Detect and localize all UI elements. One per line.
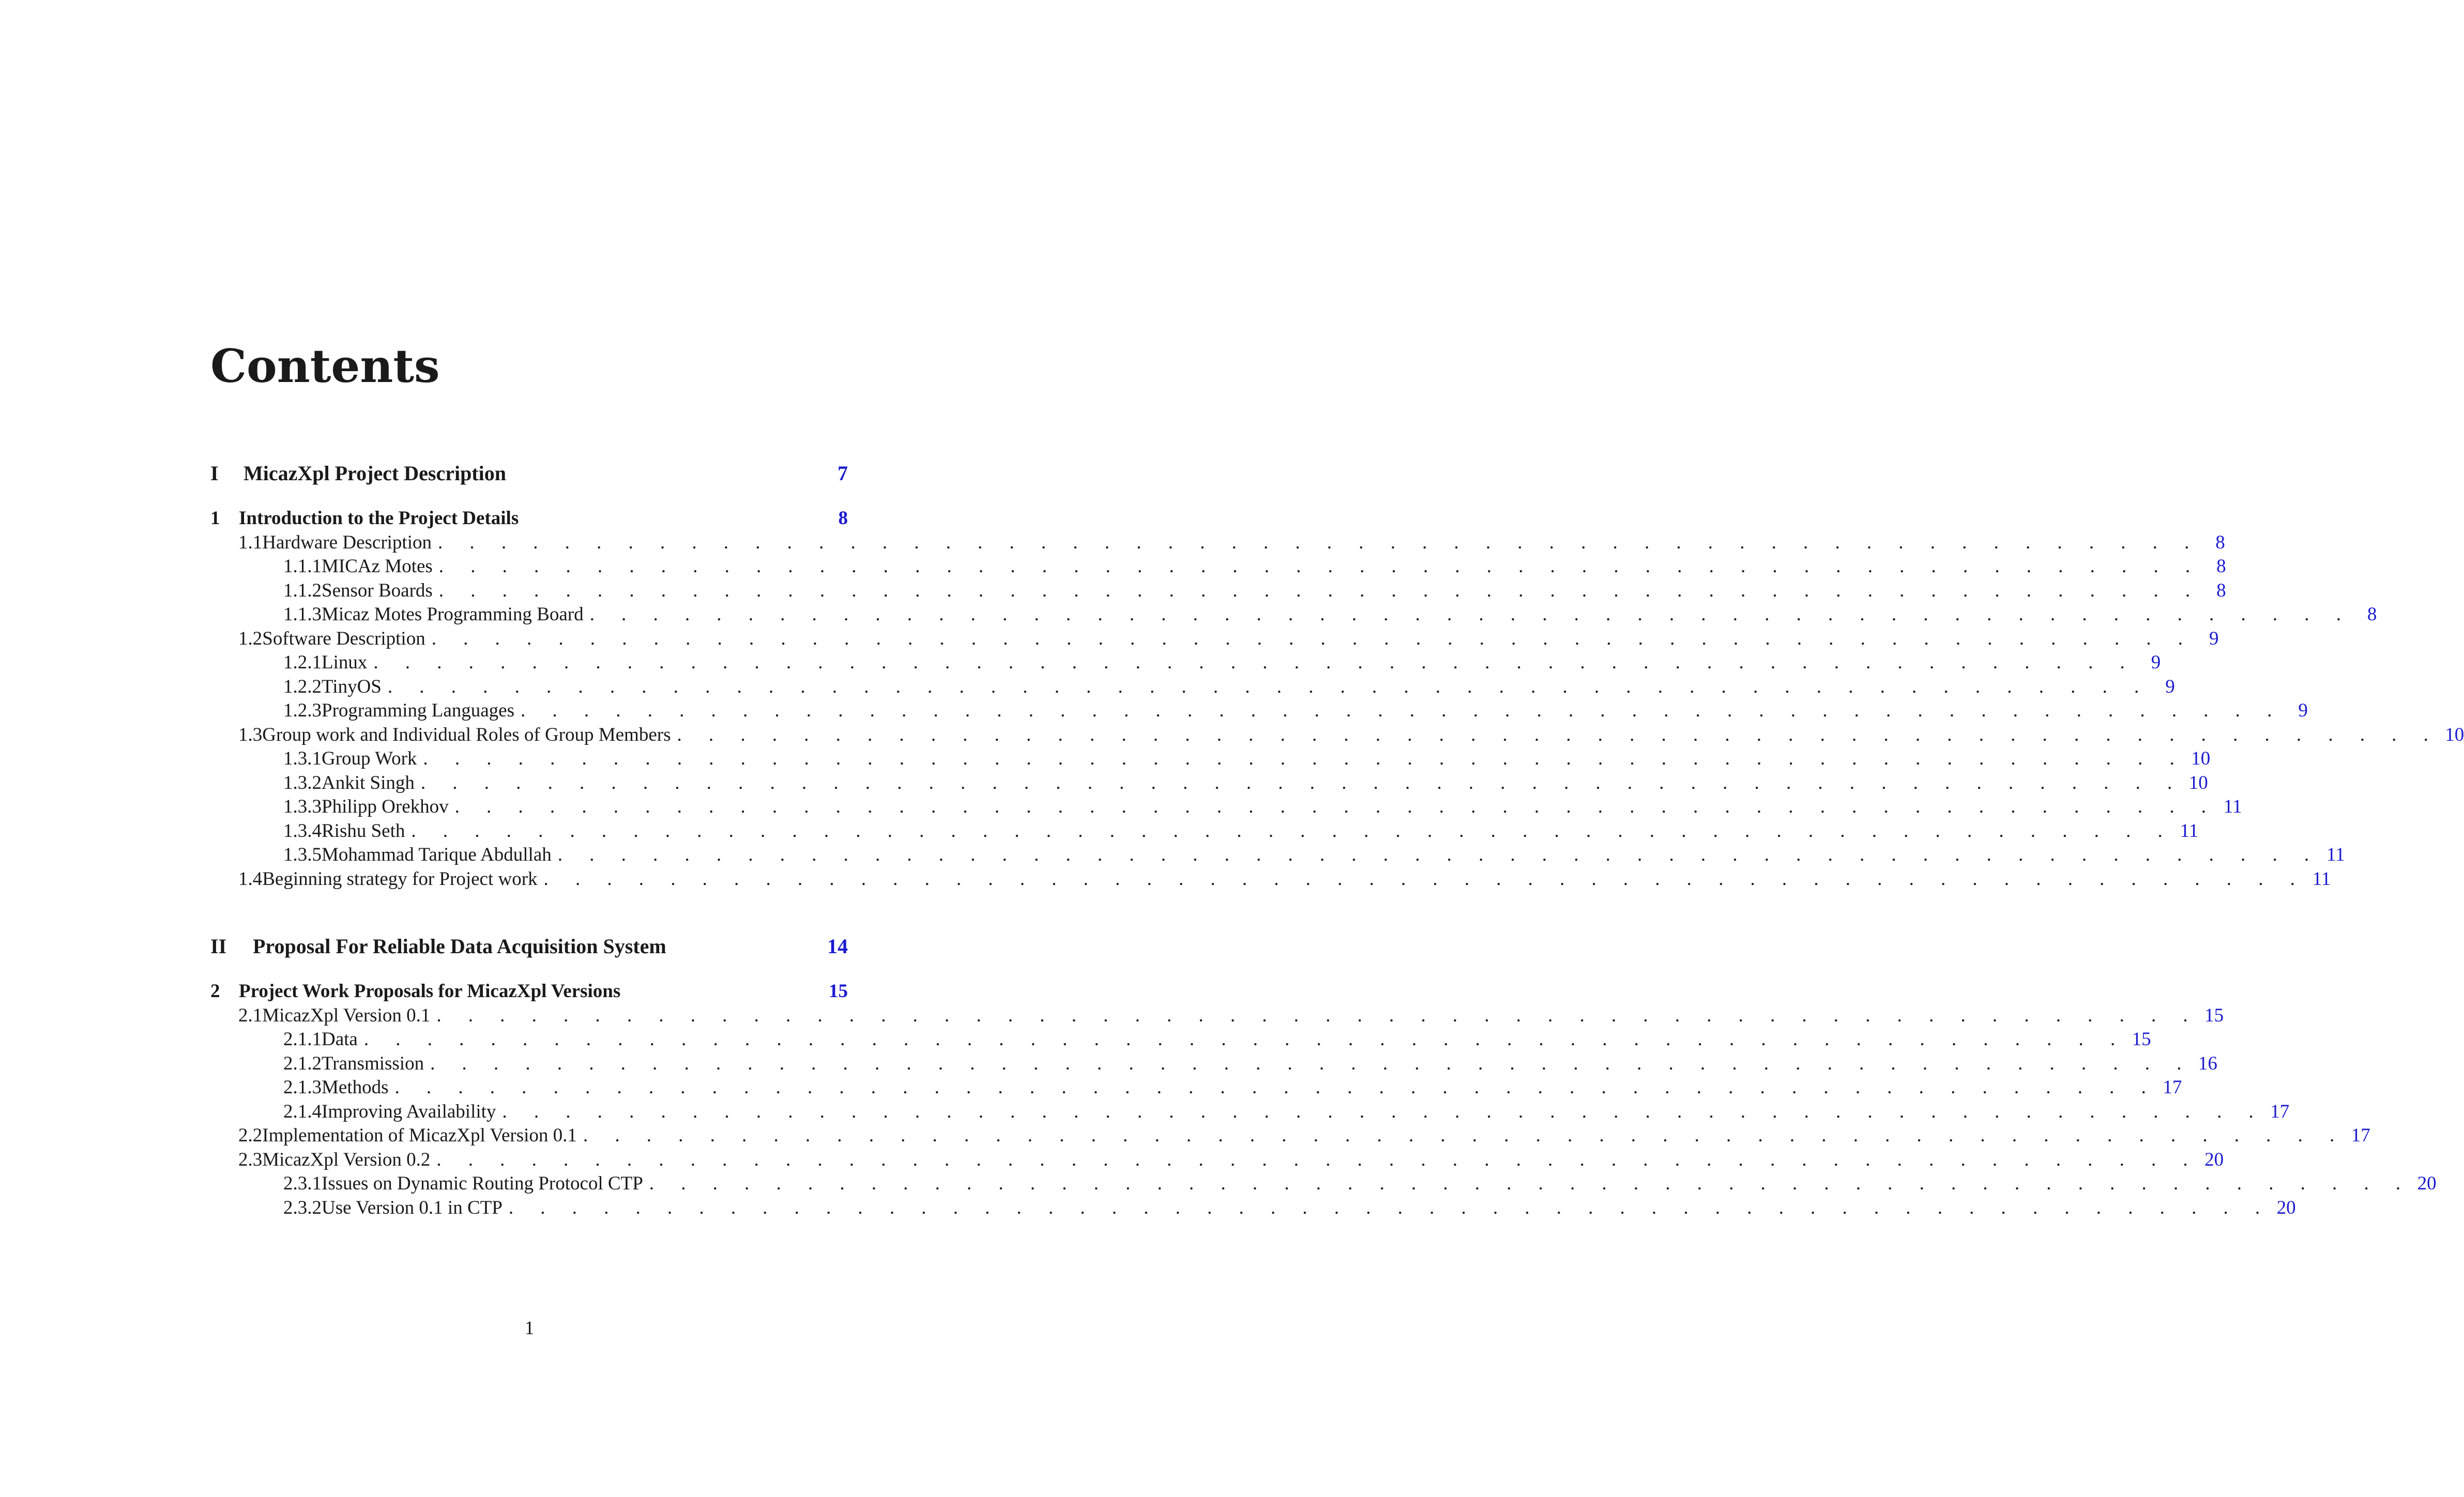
subsection-page-link[interactable]: 16: [2198, 1053, 2217, 1074]
section-title: Implementation of MicazXpl Version 0.1: [262, 1125, 577, 1146]
dot-leader: . . . . . . . . . . . . . . . . . . . . . . . . . . . . . . . . . . . . . . . . . . . . . . . . . . . . . . . .: [649, 1173, 2412, 1194]
dot-leader: . . . . . . . . . . . . . . . . . . . . . . . . . . . . . . . . . . . . . . . . . . . . . . . . . . . . . . . .: [583, 1125, 2346, 1146]
dot-leader: . . . . . . . . . . . . . . . . . . . . . . . . . . . . . . . . . . . . . . . . . . . . . . . . . . . . . . . .: [363, 1029, 2126, 1050]
dot-leader: . . . . . . . . . . . . . . . . . . . . . . . . . . . . . . . . . . . . . . . . . . . . . . . . . . . . . . . .: [502, 1101, 2265, 1122]
section-number: 1.1: [238, 532, 263, 553]
subsection-title: Programming Languages: [322, 700, 514, 721]
toc-subsection-entry[interactable]: [283, 1028, 2151, 1051]
section-number: 1.2: [238, 628, 263, 649]
page-number: 1: [524, 1318, 535, 1339]
dot-leader: . . . . . . . . . . . . . . . . . . . . . . . . . . . . . . . . . . . . . . . . . . . . . . . . . . . . . . . .: [438, 556, 2201, 577]
subsection-number: 2.3.2: [283, 1197, 322, 1218]
subsection-number: 1.3.2: [283, 772, 322, 793]
section-number: 2.3: [238, 1149, 263, 1170]
subsection-page-link[interactable]: 20: [2276, 1197, 2296, 1218]
toc-subsection-entry[interactable]: [283, 819, 2199, 843]
toc-section-entry[interactable]: [238, 1004, 2224, 1028]
chapter-title: Introduction to the Project Details: [239, 508, 519, 529]
subsection-number: 1.3.1: [283, 748, 322, 769]
subsection-number: 2.1.2: [283, 1053, 322, 1074]
toc-subsection-entry[interactable]: [283, 1076, 2182, 1099]
subsection-title: Ankit Singh: [322, 772, 415, 793]
dot-leader: . . . . . . . . . . . . . . . . . . . . . . . . . . . . . . . . . . . . . . . . . . . . . . . . . . . . . . . .: [677, 724, 2440, 745]
subsection-page-link[interactable]: 15: [2132, 1029, 2151, 1050]
part-title: MicazXpl Project Description: [244, 462, 506, 485]
subsection-page-link[interactable]: 9: [2298, 700, 2308, 721]
part-number: II: [210, 935, 227, 958]
section-page-link[interactable]: 9: [2209, 628, 2219, 649]
toc-subsection-entry[interactable]: [283, 1172, 2437, 1196]
subsection-number: 1.2.2: [283, 676, 322, 697]
dot-leader: . . . . . . . . . . . . . . . . . . . . . . . . . . . . . . . . . . . . . . . . . . . . . . . . . . . . . . . .: [431, 628, 2194, 649]
dot-leader: . . . . . . . . . . . . . . . . . . . . . . . . . . . . . . . . . . . . . . . . . . . . . . . . . . . . . . . .: [436, 1149, 2199, 1170]
toc-chapter-entry[interactable]: [210, 507, 848, 530]
toc-subsection-entry[interactable]: [283, 747, 2211, 771]
section-title: Group work and Individual Roles of Group Members: [262, 724, 671, 745]
dot-leader: . . . . . . . . . . . . . . . . . . . . . . . . . . . . . . . . . . . . . . . . . . . . . . . . . . . . . . . .: [430, 1053, 2193, 1074]
subsection-number: 2.1.3: [283, 1077, 322, 1098]
subsection-number: 1.3.5: [283, 844, 322, 865]
section-number: 2.1: [238, 1005, 263, 1026]
toc-subsection-entry[interactable]: [283, 843, 2345, 867]
subsection-title: Sensor Boards: [322, 580, 433, 601]
subsection-title: Transmission: [322, 1053, 424, 1074]
section-page-link[interactable]: 10: [2445, 724, 2464, 745]
section-page-link[interactable]: 8: [2215, 532, 2225, 553]
section-title: MicazXpl Version 0.2: [262, 1149, 431, 1170]
section-page-link[interactable]: 15: [2204, 1005, 2224, 1026]
subsection-page-link[interactable]: 17: [2163, 1077, 2182, 1098]
section-page-link[interactable]: 20: [2204, 1149, 2224, 1170]
toc-subsection-entry[interactable]: [283, 1100, 2290, 1124]
subsection-number: 2.1.1: [283, 1029, 322, 1050]
dot-leader: . . . . . . . . . . . . . . . . . . . . . . . . . . . . . . . . . . . . . . . . . . . . . . . . . . . . . . . .: [437, 532, 2200, 553]
dot-leader: . . . . . . . . . . . . . . . . . . . . . . . . . . . . . . . . . . . . . . . . . . . . . . . . . . . . . . . .: [423, 748, 2186, 769]
section-title: Software Description: [262, 628, 425, 649]
subsection-page-link[interactable]: 20: [2417, 1173, 2437, 1194]
dot-leader: . . . . . . . . . . . . . . . . . . . . . . . . . . . . . . . . . . . . . . . . . . . . . . . . . . . . . . . .: [543, 868, 2306, 890]
section-title: Beginning strategy for Project work: [262, 868, 538, 890]
chapter-title: Project Work Proposals for MicazXpl Versions: [239, 981, 621, 1002]
toc-part-entry[interactable]: [210, 462, 848, 485]
dot-leader: . . . . . . . . . . . . . . . . . . . . . . . . . . . . . . . . . . . . . . . . . . . . . . . . . . . . . . . .: [508, 1197, 2271, 1218]
subsection-title: Improving Availability: [322, 1101, 496, 1122]
subsection-page-link[interactable]: 8: [2367, 604, 2377, 625]
subsection-title: MICAz Motes: [322, 556, 433, 577]
subsection-number: 2.1.4: [283, 1101, 322, 1122]
subsection-title: Use Version 0.1 in CTP: [322, 1197, 503, 1218]
toc-subsection-entry[interactable]: [283, 699, 2308, 723]
subsection-page-link[interactable]: 11: [2326, 844, 2345, 865]
toc-subsection-entry[interactable]: [283, 1196, 2296, 1220]
section-number: 1.3: [238, 724, 263, 745]
subsection-number: 1.1.3: [283, 604, 322, 625]
subsection-number: 1.3.4: [283, 820, 322, 842]
dot-leader: . . . . . . . . . . . . . . . . . . . . . . . . . . . . . . . . . . . . . . . . . . . . . . . . . . . . . . . .: [420, 772, 2183, 793]
toc-subsection-entry[interactable]: [283, 771, 2208, 795]
subsection-page-link[interactable]: 11: [2180, 820, 2199, 842]
subsection-page-link[interactable]: 8: [2216, 556, 2226, 577]
subsection-number: 2.3.1: [283, 1173, 322, 1194]
subsection-page-link[interactable]: 9: [2151, 652, 2161, 673]
subsection-title: Issues on Dynamic Routing Protocol CTP: [322, 1173, 643, 1194]
subsection-title: Philipp Orekhov: [322, 796, 449, 817]
toc-subsection-entry[interactable]: [283, 675, 2175, 699]
subsection-title: Methods: [322, 1077, 389, 1098]
dot-leader: . . . . . . . . . . . . . . . . . . . . . . . . . . . . . . . . . . . . . . . . . . . . . . . . . . . . . . . .: [589, 604, 2352, 625]
chapter-page-link[interactable]: 15: [829, 981, 848, 1002]
toc-part-entry[interactable]: [210, 935, 848, 958]
subsection-page-link[interactable]: 9: [2165, 676, 2175, 697]
subsection-page-link[interactable]: 17: [2270, 1101, 2290, 1122]
dot-leader: . . . . . . . . . . . . . . . . . . . . . . . . . . . . . . . . . . . . . . . . . . . . . . . . . . . . . . . .: [557, 844, 2320, 865]
chapter-number: 1: [210, 508, 220, 529]
subsection-number: 1.2.3: [283, 700, 322, 721]
dot-leader: . . . . . . . . . . . . . . . . . . . . . . . . . . . . . . . . . . . . . . . . . . . . . . . . . . . . . . . .: [411, 820, 2174, 842]
subsection-number: 1.3.3: [283, 796, 322, 817]
toc-subsection-entry[interactable]: [283, 603, 2377, 627]
toc-section-entry[interactable]: [238, 531, 2225, 555]
part-number: I: [210, 462, 219, 485]
section-number: 2.2: [238, 1125, 263, 1146]
section-number: 1.4: [238, 868, 263, 890]
section-page-link[interactable]: 17: [2351, 1125, 2370, 1146]
toc-section-entry[interactable]: [238, 1124, 2370, 1148]
toc-section-entry[interactable]: [238, 867, 2331, 891]
dot-leader: . . . . . . . . . . . . . . . . . . . . . . . . . . . . . . . . . . . . . . . . . . . . . . . . . . . . . . . .: [521, 700, 2283, 721]
subsection-title: Rishu Seth: [322, 820, 405, 842]
subsection-title: Data: [322, 1029, 358, 1050]
dot-leader: . . . . . . . . . . . . . . . . . . . . . . . . . . . . . . . . . . . . . . . . . . . . . . . . . . . . . . . .: [436, 1005, 2199, 1026]
subsection-title: Micaz Motes Programming Board: [322, 604, 584, 625]
toc-section-entry[interactable]: [238, 627, 2219, 651]
dot-leader: . . . . . . . . . . . . . . . . . . . . . . . . . . . . . . . . . . . . . . . . . . . . . . . . . . . . . . . .: [387, 676, 2150, 697]
dot-leader: . . . . . . . . . . . . . . . . . . . . . . . . . . . . . . . . . . . . . . . . . . . . . . . . . . . . . . . .: [438, 580, 2201, 601]
dot-leader: . . . . . . . . . . . . . . . . . . . . . . . . . . . . . . . . . . . . . . . . . . . . . . . . . . . . . . . .: [454, 796, 2217, 817]
section-title: Hardware Description: [262, 532, 432, 553]
toc-chapter-entry[interactable]: [210, 980, 848, 1003]
part-page-link[interactable]: 7: [838, 462, 848, 485]
chapter-page-link[interactable]: 8: [838, 508, 848, 529]
part-title: Proposal For Reliable Data Acquisition System: [253, 935, 666, 958]
subsection-title: Group Work: [322, 748, 417, 769]
subsection-page-link[interactable]: 8: [2216, 580, 2226, 601]
dot-leader: . . . . . . . . . . . . . . . . . . . . . . . . . . . . . . . . . . . . . . . . . . . . . . . . . . . . . . . .: [373, 652, 2136, 673]
subsection-number: 1.1.1: [283, 556, 322, 577]
subsection-title: Linux: [322, 652, 368, 673]
section-title: MicazXpl Version 0.1: [262, 1005, 431, 1026]
toc-subsection-entry[interactable]: [283, 555, 2226, 578]
toc-subsection-entry[interactable]: [283, 651, 2161, 675]
subsection-number: 1.2.1: [283, 652, 322, 673]
dot-leader: . . . . . . . . . . . . . . . . . . . . . . . . . . . . . . . . . . . . . . . . . . . . . . . . . . . . . . . .: [394, 1077, 2157, 1098]
page-title: Contents: [210, 339, 440, 393]
section-page-link[interactable]: 11: [2312, 868, 2331, 890]
subsection-page-link[interactable]: 10: [2188, 772, 2208, 793]
toc-section-entry[interactable]: [238, 1148, 2224, 1172]
toc-subsection-entry[interactable]: [283, 579, 2226, 603]
toc-subsection-entry[interactable]: [283, 1052, 2217, 1076]
subsection-title: Mohammad Tarique Abdullah: [322, 844, 552, 865]
subsection-number: 1.1.2: [283, 580, 322, 601]
toc-subsection-entry[interactable]: [283, 795, 2242, 819]
part-page-link[interactable]: 14: [827, 935, 848, 958]
subsection-title: TinyOS: [322, 676, 382, 697]
toc-section-entry[interactable]: [238, 723, 2464, 747]
subsection-page-link[interactable]: 10: [2191, 748, 2211, 769]
chapter-number: 2: [210, 981, 220, 1002]
subsection-page-link[interactable]: 11: [2223, 796, 2242, 817]
